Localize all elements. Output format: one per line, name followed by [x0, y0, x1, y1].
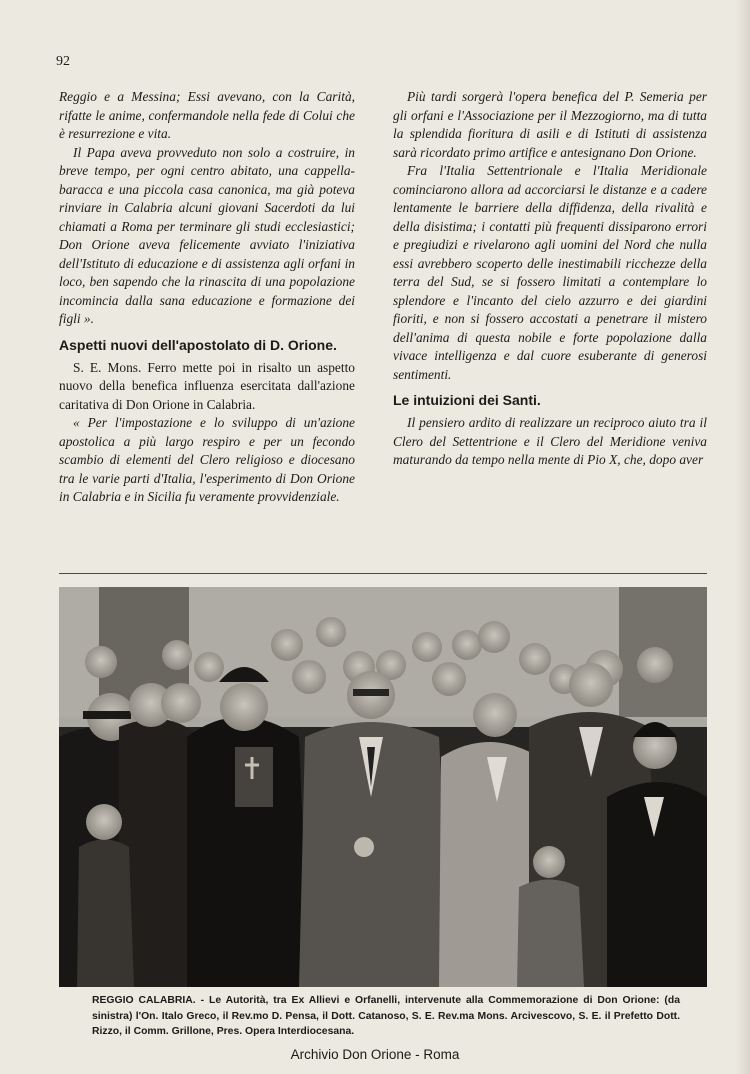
photo-illustration: [59, 587, 707, 987]
paragraph: S. E. Mons. Ferro mette poi in risalto un aspetto nuovo della benefica influenza esercitata dall'azione caritativa di Don Orione in Calabria.: [59, 359, 355, 412]
caption-text: REGGIO CALABRIA. - Le Autorità, tra Ex Allievi e Orfanelli, intervenute alla Commemorazione di Don Orione: (da sinistra) l'On. Italo Greco, il Rev.mo D. Pensa, il Dott. Catanoso, S. E. Rev.ma Mons. Arcivescovo, S. E. il Prefetto Dott. Rizzo, il Comm. Grillone, Pres. Opera Interdiocesana.: [92, 995, 680, 1037]
section-heading: Le intuizioni dei Santi.: [393, 392, 541, 408]
paragraph: Il pensiero ardito di realizzare un reciproco aiuto tra il Clero del Settentrione e il Clero del Meridione veniva maturando da tempo nella mente di Pio X, che, dopo aver: [393, 415, 707, 467]
photo-caption: [92, 993, 680, 1040]
group-photograph: [59, 587, 707, 987]
paragraph: « Per l'impostazione e lo sviluppo di un'azione apostolica a più largo respiro e per un fecondo scambio di elementi del Clero religioso e diocesano tra le varie parti d'Italia, l'esperimento di Don Orione in Calabria e in Sicilia fu veramente provvidenziale.: [59, 415, 355, 504]
divider-line: [59, 573, 707, 574]
paragraph: Più tardi sorgerà l'opera benefica del P. Semeria per gli orfani e l'Associazione per il Mezzogiorno, ma di tutta la splendida fioritura di asili e di Istituti di assistenza sarà ricordato primo artifice e antesignano Don Orione.: [393, 89, 707, 160]
page-number: 92: [56, 54, 70, 69]
paragraph: Il Papa aveva provveduto non solo a costruire, in breve tempo, per ogni centro abitato, una cappella-baracca e una piccola casa canonica, ma già poteva rinviare in Calabria alcuni giovani Sacerdoti da lui chiamati a Roma per terminare gli studi ecclesiastici; Don Orione aveva felicemente avviato l'iniziativa dell'Istituto di educazione e di assistenza agli orfani in loco, ben sapendo che la rinascita di una popolazione incomincia dalla sana educazione e formazione dei figli ».: [59, 144, 355, 326]
archive-footer: Archivio Don Orione - Roma: [290, 1047, 460, 1062]
right-text-column: [393, 88, 707, 470]
page-edge-shadow: [736, 0, 750, 1074]
left-text-column: [59, 88, 355, 507]
paragraph: Fra l'Italia Settentrionale e l'Italia Meridionale cominciarono allora ad accorciarsi le distanze e a cadere lentamente le barriere della diffidenza, della rivalità e della disistima; i contatti più frequenti dissiparono errori e pregiudizi e rivelarono agli uomini del Nord che nulla essi avrebbero scoperto delle inestimabili ricchezze della terra del Sud, se si fossero limitati a contemplare lo splendore e l'incanto del cielo azzurro e dei giardini fioriti, e non si fossero accostati a penetrare il mistero dell'anima di questa nobile e forte popolazione dalla vivace intelligenza e dal cuore esuberante di generosi sentimenti.: [393, 163, 707, 382]
section-heading: Aspetti nuovi dell'apostolato di D. Orione.: [59, 336, 337, 353]
paragraph: Reggio e a Messina; Essi avevano, con la Carità, rifatte le anime, confermandole nella fede di Colui che è resurrezione e vita.: [59, 89, 355, 141]
